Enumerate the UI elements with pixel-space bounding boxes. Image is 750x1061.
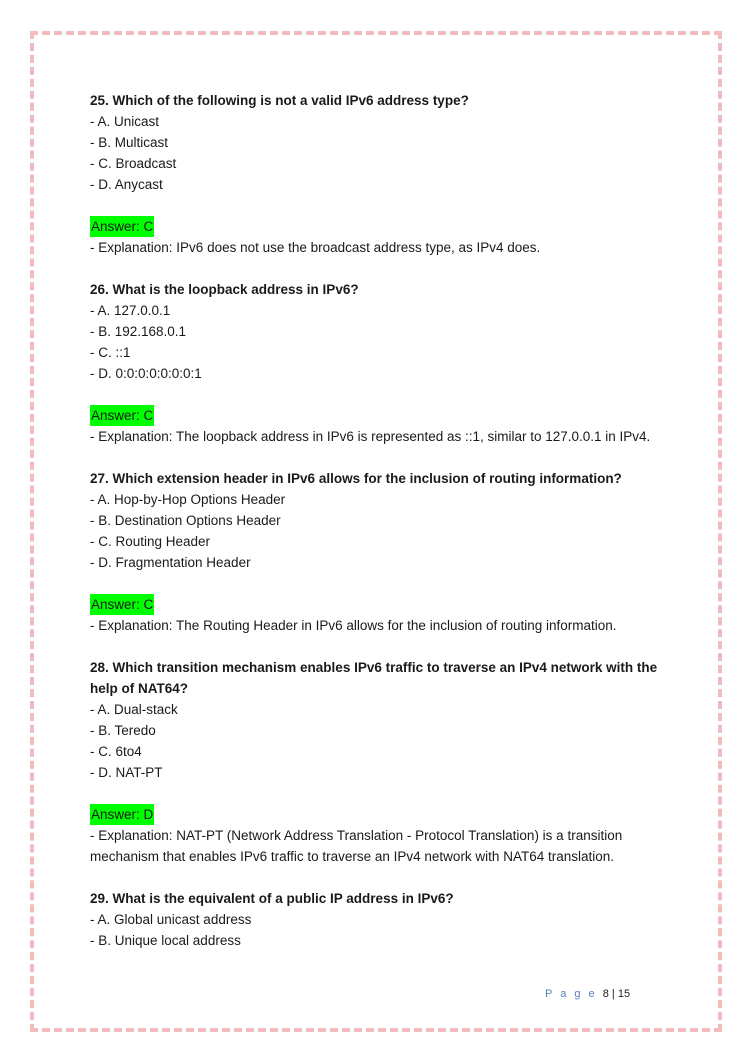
option: - B. Teredo	[90, 723, 156, 738]
option: - A. Global unicast address	[90, 912, 252, 927]
option: - A. Dual-stack	[90, 702, 178, 717]
answer-highlight: Answer: C	[90, 216, 154, 237]
question-text: 28. Which transition mechanism enables IPv6 traffic to traverse an IPv4 network with the help of NAT64?	[90, 660, 658, 696]
option: - C. Broadcast	[90, 156, 177, 171]
question-block	[90, 468, 680, 657]
option: - B. Multicast	[90, 135, 169, 150]
question-text: 26. What is the loopback address in IPv6?	[90, 282, 359, 297]
explanation-text: - Explanation: IPv6 does not use the broadcast address type, as IPv4 does.	[90, 240, 541, 255]
question-block	[90, 90, 680, 279]
page-number: 8 | 15	[602, 988, 631, 1000]
question-block	[90, 888, 680, 951]
page-footer	[545, 988, 630, 1000]
option: - A. Hop-by-Hop Options Header	[90, 492, 286, 507]
answer-highlight: Answer: D	[90, 804, 154, 825]
question-text: 27. Which extension header in IPv6 allows for the inclusion of routing information?	[90, 471, 622, 486]
explanation-text: - Explanation: The loopback address in IPv6 is represented as ::1, similar to 127.0.0.1 in IPv4.	[90, 429, 651, 444]
question-block	[90, 279, 680, 468]
explanation-text: - Explanation: The Routing Header in IPv6 allows for the inclusion of routing information.	[90, 618, 617, 633]
option: - C. ::1	[90, 345, 131, 360]
option: - C. 6to4	[90, 744, 142, 759]
option: - D. 0:0:0:0:0:0:0:1	[90, 366, 202, 381]
document-body	[90, 90, 680, 951]
question-block	[90, 657, 680, 888]
option: - A. 127.0.0.1	[90, 303, 171, 318]
option: - D. Anycast	[90, 177, 163, 192]
answer-highlight: Answer: C	[90, 405, 154, 426]
answer-highlight: Answer: C	[90, 594, 154, 615]
option: - B. Unique local address	[90, 933, 241, 948]
option: - B. Destination Options Header	[90, 513, 281, 528]
question-text: 29. What is the equivalent of a public IP address in IPv6?	[90, 891, 454, 906]
option: - D. Fragmentation Header	[90, 555, 251, 570]
page-label: P a g e	[545, 988, 598, 1000]
option: - A. Unicast	[90, 114, 160, 129]
option: - D. NAT-PT	[90, 765, 163, 780]
option: - B. 192.168.0.1	[90, 324, 187, 339]
question-text: 25. Which of the following is not a valid IPv6 address type?	[90, 93, 469, 108]
option: - C. Routing Header	[90, 534, 211, 549]
explanation-text: - Explanation: NAT-PT (Network Address Translation - Protocol Translation) is a transition mechanism that enables IPv6 traffic to traverse an IPv4 network with NAT64 translation.	[90, 828, 623, 864]
